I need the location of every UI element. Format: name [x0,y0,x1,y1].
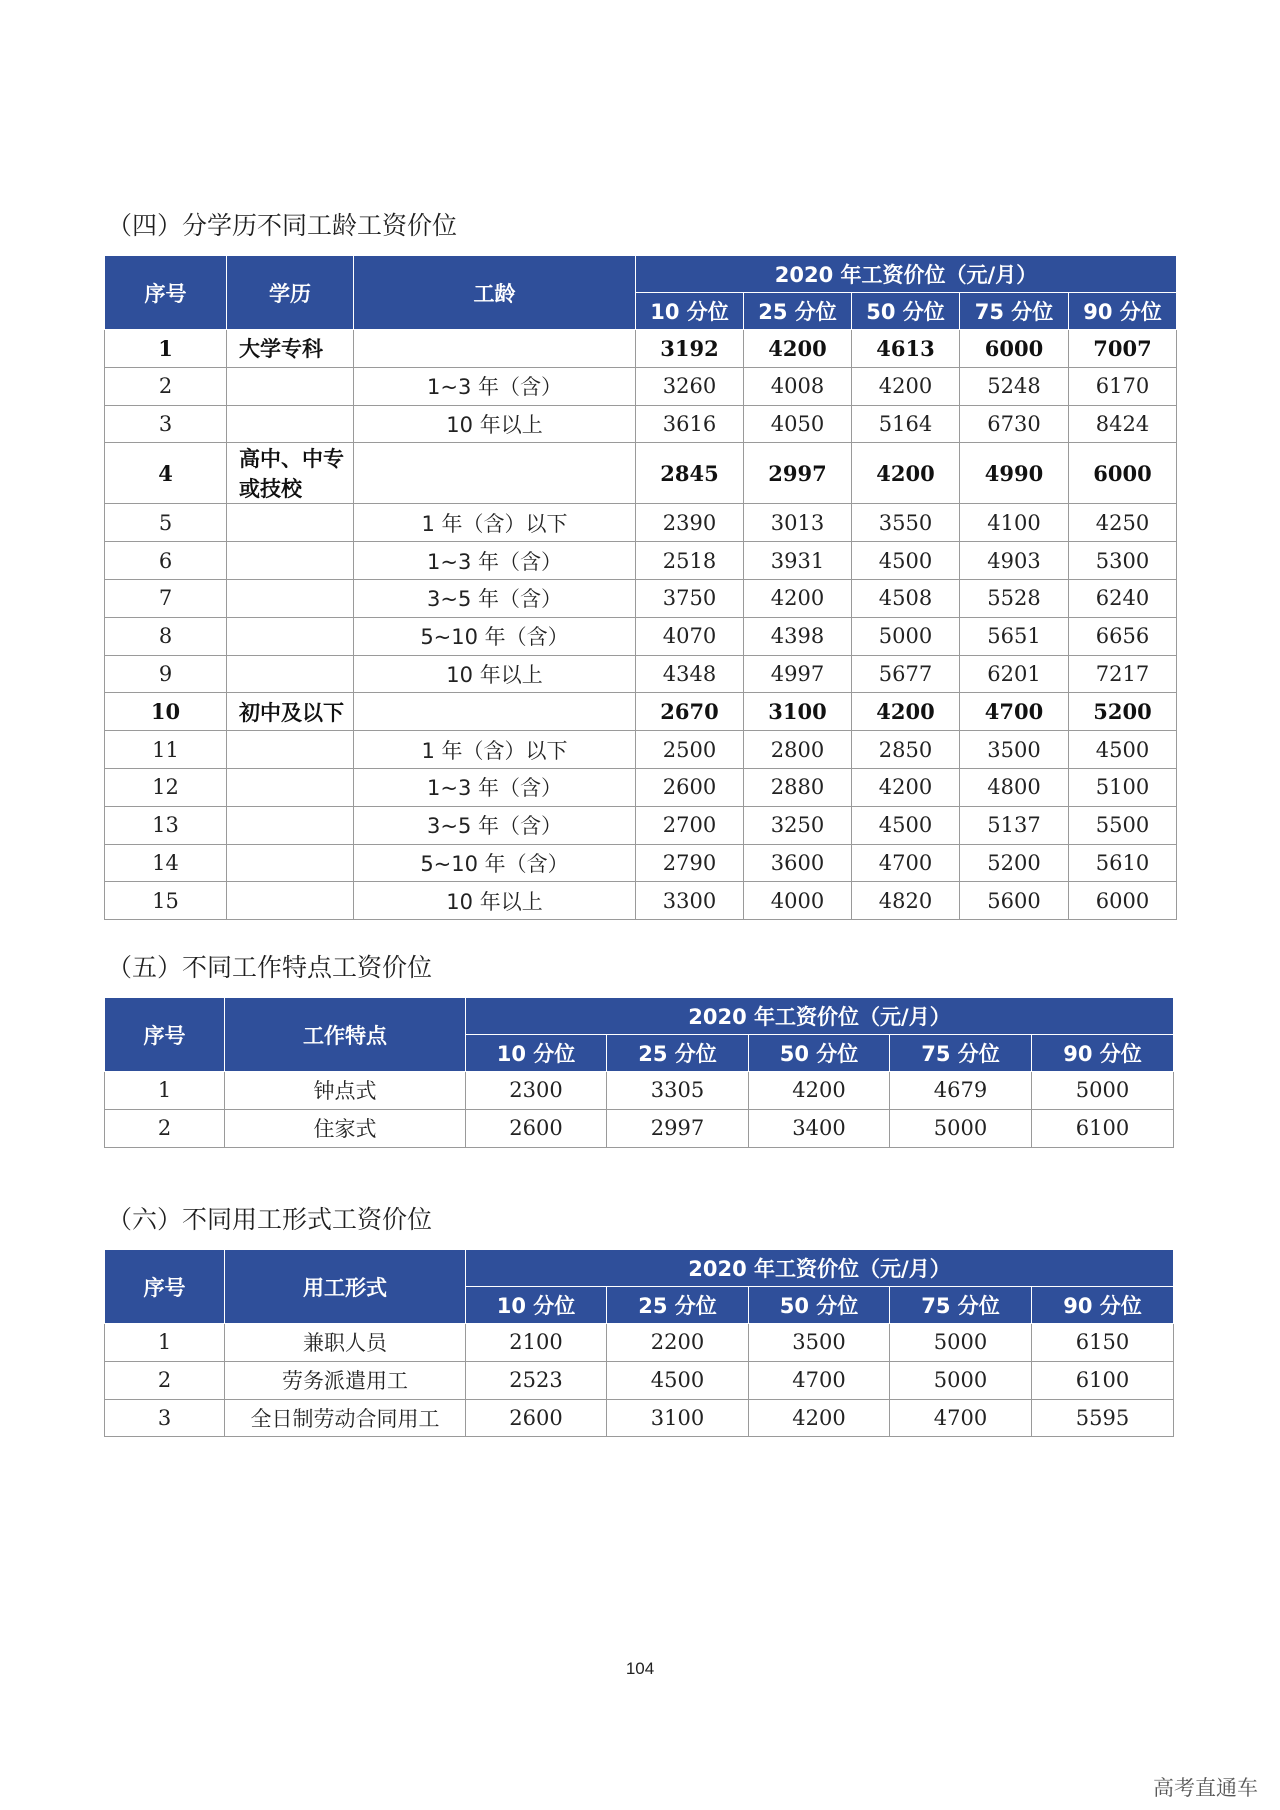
row-value: 4500 [607,1361,749,1399]
row-value: 3013 [744,504,852,542]
row-value: 6656 [1069,617,1177,655]
row-value: 7217 [1069,655,1177,693]
row-value: 2997 [607,1109,749,1147]
row-value: 5000 [852,617,960,655]
row-employment-form: 全日制劳动合同用工 [225,1399,466,1437]
row-education: 初中及以下 [227,693,354,731]
row-value: 4070 [636,617,744,655]
row-years [354,443,636,504]
row-value: 4508 [852,579,960,617]
row-seq: 4 [105,443,227,504]
row-value: 5100 [1069,768,1177,806]
table-row [105,1324,1174,1362]
row-value: 4997 [744,655,852,693]
row-value: 2880 [744,768,852,806]
header-seq: 序号 [105,256,227,330]
row-value: 2523 [466,1361,607,1399]
row-seq: 2 [105,1109,225,1147]
row-years: 5~10 年（含） [354,844,636,882]
row-value: 5200 [960,844,1069,882]
row-value: 5610 [1069,844,1177,882]
row-education [227,542,354,580]
row-value: 6000 [1069,443,1177,504]
row-value: 4200 [852,367,960,405]
row-value: 2500 [636,731,744,769]
row-years: 10 年以上 [354,405,636,443]
table-row [105,806,1177,844]
row-value: 4820 [852,882,960,920]
header-p90: 90 分位 [1069,293,1177,330]
row-value: 2845 [636,443,744,504]
section5-title: （五）不同工作特点工资价位 [107,953,433,982]
row-value: 3600 [744,844,852,882]
row-seq: 10 [105,693,227,731]
row-value: 5200 [1069,693,1177,731]
row-value: 6000 [1069,882,1177,920]
row-value: 4200 [852,693,960,731]
table-row [105,542,1177,580]
row-seq: 9 [105,655,227,693]
row-education: 大学专科 [227,330,354,368]
header-seq: 序号 [105,998,225,1072]
row-value: 5164 [852,405,960,443]
table-row [105,443,1177,504]
row-value: 3500 [749,1324,890,1362]
section5-table [104,997,1174,1148]
row-value: 7007 [1069,330,1177,368]
table-row [105,1072,1174,1110]
row-value: 3100 [607,1399,749,1437]
row-value: 5000 [890,1361,1032,1399]
row-years: 1 年（含）以下 [354,731,636,769]
row-value: 3250 [744,806,852,844]
header-group: 2020 年工资价位（元/月） [636,256,1177,293]
row-value: 2300 [466,1072,607,1110]
row-education [227,579,354,617]
table-row [105,882,1177,920]
table-row [105,655,1177,693]
row-seq: 6 [105,542,227,580]
row-years: 3~5 年（含） [354,806,636,844]
row-value: 5528 [960,579,1069,617]
row-value: 4500 [852,806,960,844]
row-value: 2700 [636,806,744,844]
row-value: 3500 [960,731,1069,769]
table-row [105,504,1177,542]
row-work-type: 住家式 [225,1109,466,1147]
row-years: 10 年以上 [354,882,636,920]
row-education [227,367,354,405]
header-seq: 序号 [105,1250,225,1324]
row-value: 4200 [852,768,960,806]
row-value: 4700 [890,1399,1032,1437]
row-value: 4050 [744,405,852,443]
row-value: 4700 [960,693,1069,731]
row-seq: 1 [105,1324,225,1362]
row-value: 4613 [852,330,960,368]
row-value: 4679 [890,1072,1032,1110]
table-row [105,844,1177,882]
row-years: 1~3 年（含） [354,542,636,580]
section6-table [104,1249,1174,1437]
row-value: 3550 [852,504,960,542]
row-seq: 5 [105,504,227,542]
row-value: 4700 [852,844,960,882]
header-education: 学历 [227,256,354,330]
row-value: 5248 [960,367,1069,405]
table-row [105,579,1177,617]
row-value: 2518 [636,542,744,580]
row-value: 4800 [960,768,1069,806]
row-employment-form: 劳务派遣用工 [225,1361,466,1399]
row-value: 5300 [1069,542,1177,580]
row-value: 5651 [960,617,1069,655]
row-seq: 11 [105,731,227,769]
row-value: 3750 [636,579,744,617]
row-value: 5677 [852,655,960,693]
row-education [227,731,354,769]
header-p50: 50 分位 [749,1035,890,1072]
row-seq: 3 [105,1399,225,1437]
row-years: 1~3 年（含） [354,367,636,405]
header-years: 工龄 [354,256,636,330]
row-value: 4903 [960,542,1069,580]
row-value: 2100 [466,1324,607,1362]
row-value: 4500 [1069,731,1177,769]
row-value: 3400 [749,1109,890,1147]
header-p25: 25 分位 [744,293,852,330]
row-value: 3616 [636,405,744,443]
row-years: 10 年以上 [354,655,636,693]
row-value: 6150 [1032,1324,1174,1362]
header-p75: 75 分位 [890,1287,1032,1324]
table-row [105,731,1177,769]
row-value: 4500 [852,542,960,580]
header-p90: 90 分位 [1032,1287,1174,1324]
row-value: 4250 [1069,504,1177,542]
row-value: 4398 [744,617,852,655]
row-value: 4990 [960,443,1069,504]
row-value: 5595 [1032,1399,1174,1437]
watermark: 高考直通车 [1153,1776,1258,1800]
header-p50: 50 分位 [749,1287,890,1324]
row-value: 2997 [744,443,852,504]
row-years: 1 年（含）以下 [354,504,636,542]
row-education [227,405,354,443]
row-seq: 1 [105,1072,225,1110]
row-value: 5000 [890,1324,1032,1362]
row-value: 2600 [466,1109,607,1147]
header-employment-form: 用工形式 [225,1250,466,1324]
row-value: 6730 [960,405,1069,443]
row-value: 2670 [636,693,744,731]
table-row [105,405,1177,443]
row-seq: 2 [105,1361,225,1399]
table-row [105,367,1177,405]
header-p25: 25 分位 [607,1287,749,1324]
row-value: 2790 [636,844,744,882]
table-row [105,768,1177,806]
section4-table [104,255,1177,920]
row-value: 3305 [607,1072,749,1110]
row-seq: 12 [105,768,227,806]
row-value: 2600 [636,768,744,806]
section6-title: （六）不同用工形式工资价位 [107,1205,433,1234]
row-value: 6201 [960,655,1069,693]
row-years [354,330,636,368]
row-value: 2200 [607,1324,749,1362]
row-value: 3300 [636,882,744,920]
row-value: 2390 [636,504,744,542]
row-education: 高中、中专或技校 [227,443,354,504]
row-value: 3260 [636,367,744,405]
row-value: 4200 [749,1072,890,1110]
row-value: 5000 [890,1109,1032,1147]
row-education [227,882,354,920]
row-value: 4200 [744,579,852,617]
table-row [105,693,1177,731]
table-row [105,1109,1174,1147]
row-seq: 2 [105,367,227,405]
row-value: 3931 [744,542,852,580]
row-work-type: 钟点式 [225,1072,466,1110]
section4-title: （四）分学历不同工龄工资价位 [107,211,458,240]
header-work-type: 工作特点 [225,998,466,1072]
row-seq: 8 [105,617,227,655]
row-years: 5~10 年（含） [354,617,636,655]
header-p10: 10 分位 [466,1287,607,1324]
row-education [227,768,354,806]
row-value: 5137 [960,806,1069,844]
row-education [227,844,354,882]
row-value: 4348 [636,655,744,693]
row-value: 4100 [960,504,1069,542]
header-p75: 75 分位 [890,1035,1032,1072]
header-group: 2020 年工资价位（元/月） [466,998,1174,1035]
row-value: 5000 [1032,1072,1174,1110]
row-education [227,617,354,655]
header-p10: 10 分位 [636,293,744,330]
row-value: 2850 [852,731,960,769]
row-value: 6100 [1032,1109,1174,1147]
table-row [105,1399,1174,1437]
row-value: 2600 [466,1399,607,1437]
row-value: 4200 [744,330,852,368]
table-row [105,617,1177,655]
header-p75: 75 分位 [960,293,1069,330]
header-p50: 50 分位 [852,293,960,330]
header-group: 2020 年工资价位（元/月） [466,1250,1174,1287]
header-p25: 25 分位 [607,1035,749,1072]
table-row [105,330,1177,368]
header-p10: 10 分位 [466,1035,607,1072]
row-value: 5600 [960,882,1069,920]
row-education [227,655,354,693]
row-seq: 1 [105,330,227,368]
row-value: 5500 [1069,806,1177,844]
row-years: 1~3 年（含） [354,768,636,806]
row-education [227,806,354,844]
row-value: 6000 [960,330,1069,368]
row-value: 6170 [1069,367,1177,405]
row-seq: 15 [105,882,227,920]
header-p90: 90 分位 [1032,1035,1174,1072]
row-value: 4008 [744,367,852,405]
page-number: 104 [625,1659,655,1678]
row-value: 2800 [744,731,852,769]
row-value: 8424 [1069,405,1177,443]
row-value: 3100 [744,693,852,731]
table-row [105,1361,1174,1399]
row-employment-form: 兼职人员 [225,1324,466,1362]
row-seq: 7 [105,579,227,617]
row-years: 3~5 年（含） [354,579,636,617]
row-value: 4700 [749,1361,890,1399]
row-value: 4000 [744,882,852,920]
row-seq: 3 [105,405,227,443]
row-seq: 14 [105,844,227,882]
row-value: 6240 [1069,579,1177,617]
row-years [354,693,636,731]
row-education [227,504,354,542]
row-value: 4200 [749,1399,890,1437]
row-value: 4200 [852,443,960,504]
row-value: 3192 [636,330,744,368]
row-value: 6100 [1032,1361,1174,1399]
row-seq: 13 [105,806,227,844]
